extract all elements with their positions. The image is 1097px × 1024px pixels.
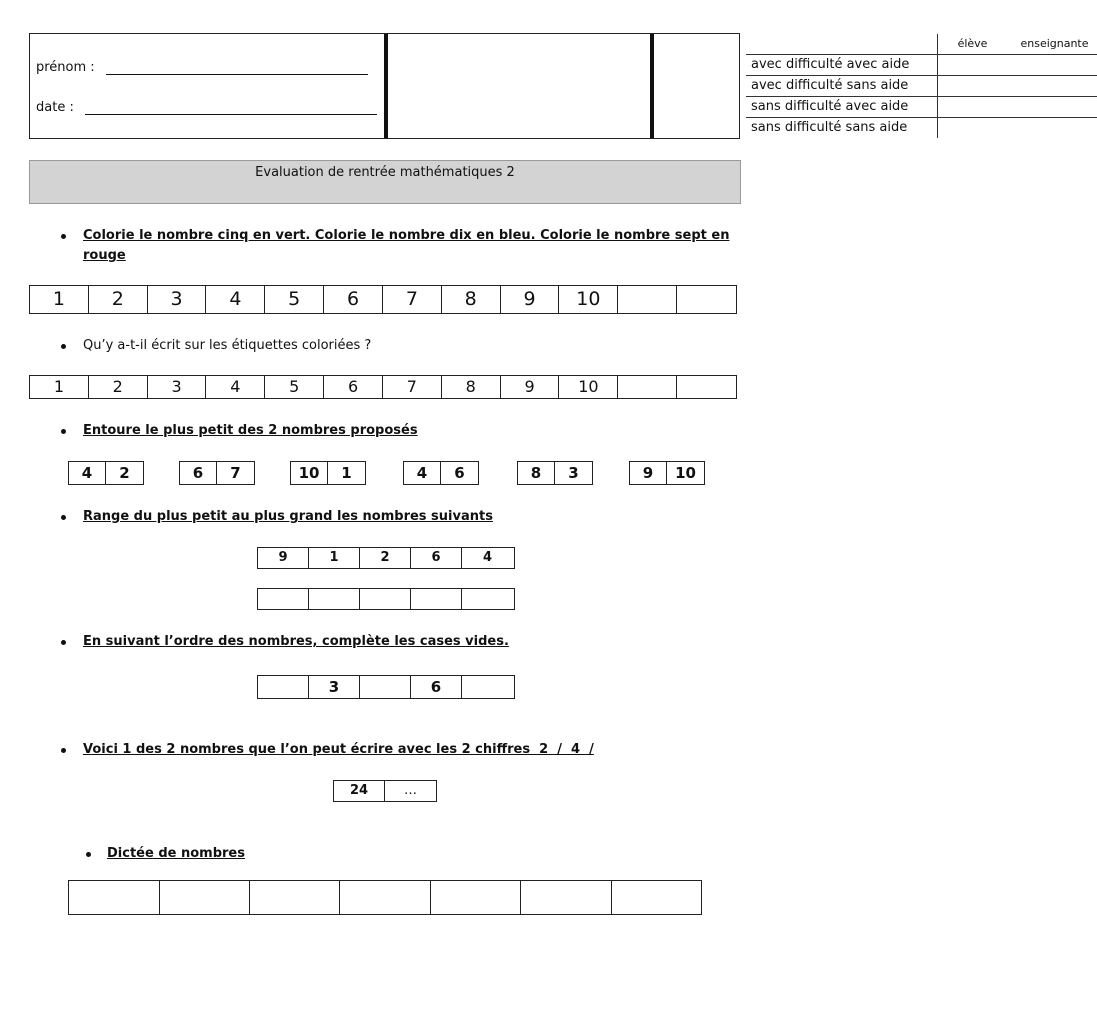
bullet-icon [61,640,66,645]
date-field[interactable] [85,114,377,115]
answer-cell[interactable] [160,881,250,914]
q7-instruction: Dictée de nombres [107,846,245,861]
level-row [746,75,1097,96]
bullet-icon [61,234,66,239]
number-cell[interactable]: 7 [383,286,442,313]
level-row [746,96,1097,117]
number-cell[interactable]: 4 [206,286,265,313]
number-cell: 1 [309,548,360,568]
number-pair [290,461,366,485]
level-label: avec difficulté avec aide [751,57,910,72]
answer-cell[interactable] [612,881,701,914]
number-cell[interactable] [677,286,736,313]
number-cell[interactable]: 8 [442,376,501,398]
number-cell[interactable]: 10 [559,376,618,398]
q6-answer-row [333,780,437,802]
q4-instruction: Range du plus petit au plus grand les nombres suivants [83,509,493,524]
answer-cell[interactable] [340,881,431,914]
q3-instruction: Entoure le plus petit des 2 nombres proposés [83,423,418,438]
q1-instruction: Colorie le nombre cinq en vert. Colorie le nombre dix en bleu. Colorie le nombre sept en rouge [83,228,730,263]
number-cell[interactable] [677,376,736,398]
bullet-icon [61,429,66,434]
evaluation-grid [388,34,1089,138]
q7-dictation-row [68,880,702,915]
q5-instruction: En suivant l’ordre des nombres, complète les cases vides. [83,634,509,649]
number-cell[interactable]: 6 [324,286,383,313]
bullet-icon [61,515,66,520]
number-cell[interactable]: 1 [30,286,89,313]
answer-cell[interactable] [258,676,309,698]
q4-numbers-row [257,547,515,569]
number-cell[interactable]: 5 [265,286,324,313]
col-eleve: élève [957,37,988,50]
date-label: date : [36,100,74,115]
number-cell[interactable]: 4 [206,376,265,398]
number-cell[interactable]: 2 [89,376,148,398]
answer-cell[interactable] [309,589,360,609]
number-cell[interactable]: 6 [454,464,465,482]
number-cell[interactable]: 10 [291,462,328,484]
answer-cell[interactable] [521,881,612,914]
bullet-icon [61,748,66,753]
number-pair [629,461,705,485]
number-cell[interactable]: 2 [119,464,130,482]
answer-cell[interactable] [360,589,411,609]
bullet-icon [86,852,91,857]
number-cell[interactable]: 10 [675,464,696,482]
number-cell: 4 [482,550,493,565]
number-cell[interactable]: 5 [265,376,324,398]
number-cell: 2 [360,548,411,568]
level-label: avec difficulté sans aide [751,78,909,93]
level-label: sans difficulté avec aide [751,99,909,114]
number-cell: 9 [258,548,309,568]
number-cell: 6 [411,676,462,698]
number-pair [68,461,144,485]
number-cell[interactable] [618,376,677,398]
number-cell[interactable]: 9 [630,462,667,484]
answer-cell[interactable] [431,881,521,914]
number-cell[interactable]: 6 [180,462,217,484]
number-cell[interactable]: 3 [148,286,207,313]
number-cell[interactable]: 3 [568,464,579,482]
number-pair [517,461,593,485]
number-cell[interactable]: 8 [518,462,555,484]
answer-cell[interactable] [462,589,513,609]
prenom-label: prénom : [36,60,95,75]
q6-instruction: Voici 1 des 2 nombres que l’on peut écrire avec les 2 chiffres 2 / 4 / [83,742,594,757]
q1-number-strip [29,285,737,314]
q5-sequence-row [257,675,515,699]
answer-cell[interactable] [258,589,309,609]
answer-cell[interactable] [360,676,411,698]
page-title: Evaluation de rentrée mathématiques 2 [29,160,741,204]
number-cell[interactable]: 9 [501,286,560,313]
number-cell[interactable]: 1 [341,464,352,482]
number-pair [403,461,479,485]
answer-cell[interactable] [69,881,160,914]
number-cell[interactable]: 1 [30,376,89,398]
number-cell[interactable]: 3 [148,376,207,398]
number-cell[interactable]: 7 [383,376,442,398]
number-cell[interactable]: 7 [230,464,241,482]
q2-number-strip [29,375,737,399]
level-row [746,117,1097,138]
answer-cell[interactable]: … [404,783,417,798]
number-cell[interactable]: 2 [89,286,148,313]
number-cell: 3 [309,676,360,698]
number-cell[interactable]: 8 [442,286,501,313]
answer-cell[interactable] [250,881,340,914]
number-cell: 6 [411,548,462,568]
answer-cell[interactable] [411,589,462,609]
number-cell[interactable]: 9 [501,376,560,398]
bullet-icon [61,344,66,349]
number-cell[interactable]: 10 [559,286,618,313]
grid-header-row [746,34,1097,54]
number-cell[interactable] [618,286,677,313]
col-enseignante: enseignante [1020,37,1089,50]
number-cell[interactable]: 6 [324,376,383,398]
level-row [746,54,1097,75]
prenom-field[interactable] [106,74,368,75]
number-cell[interactable]: 4 [404,462,441,484]
q2-instruction: Qu’y a-t-il écrit sur les étiquettes coloriées ? [83,338,372,353]
q4-answer-row [257,588,515,610]
level-label: sans difficulté sans aide [751,120,908,135]
number-pair [179,461,255,485]
number-cell: 24 [334,781,385,801]
number-cell[interactable]: 4 [69,462,106,484]
student-info-table [29,33,1089,139]
answer-cell[interactable] [462,676,513,698]
